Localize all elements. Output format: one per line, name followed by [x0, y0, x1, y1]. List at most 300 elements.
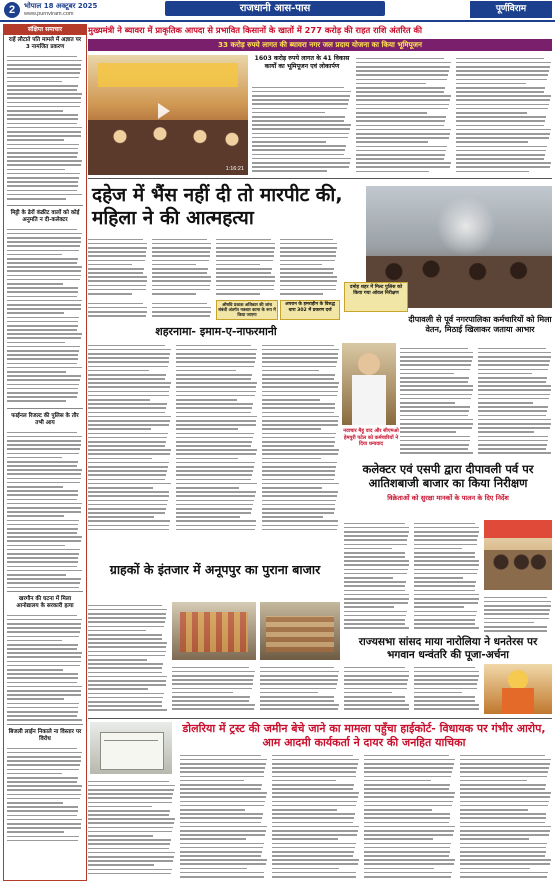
text-line	[88, 479, 165, 481]
text-line	[180, 792, 267, 794]
text-line	[272, 796, 358, 798]
text-line	[460, 855, 545, 857]
logo-bar	[470, 1, 552, 18]
text-line	[7, 545, 65, 547]
dowry-body-col-5	[88, 300, 148, 320]
text-line	[262, 403, 335, 405]
text-line	[460, 767, 549, 769]
text-line	[88, 860, 173, 862]
text-line	[180, 859, 267, 861]
text-line	[176, 512, 251, 514]
text-line	[7, 478, 81, 480]
text-line	[414, 527, 479, 529]
text-line	[88, 366, 168, 368]
text-line	[344, 569, 408, 571]
text-line	[7, 794, 81, 796]
text-line	[7, 448, 80, 450]
text-line	[7, 375, 81, 377]
text-line	[88, 437, 167, 439]
text-line	[414, 564, 479, 566]
text-line	[478, 381, 546, 383]
text-line	[7, 72, 80, 74]
text-line	[216, 260, 273, 262]
text-line	[7, 64, 81, 66]
text-line	[414, 523, 475, 525]
text-line	[88, 407, 166, 409]
text-line	[88, 672, 162, 674]
text-line	[152, 268, 208, 270]
text-line	[260, 700, 334, 702]
text-line	[88, 395, 169, 397]
text-line	[344, 615, 406, 617]
text-line	[7, 686, 82, 688]
text-line	[344, 602, 408, 604]
text-line	[272, 755, 353, 757]
text-line	[180, 767, 265, 769]
text-line	[7, 673, 78, 675]
text-line	[272, 809, 337, 811]
text-line	[172, 704, 255, 706]
text-line	[344, 573, 407, 575]
text-line	[344, 523, 405, 525]
text-line	[88, 525, 169, 527]
text-line	[252, 120, 344, 122]
text-line	[344, 606, 394, 608]
text-line	[460, 771, 548, 773]
text-line	[364, 796, 454, 798]
text-line	[88, 822, 174, 824]
play-icon[interactable]	[158, 103, 170, 119]
text-line	[344, 560, 409, 562]
video-timestamp: 1:16:21	[225, 166, 244, 172]
text-line	[152, 276, 211, 278]
text-line	[7, 283, 63, 285]
text-line	[7, 540, 81, 542]
land-body-col-3	[272, 752, 360, 878]
text-line	[176, 361, 255, 363]
text-line	[7, 173, 80, 175]
diwali-photo	[342, 343, 396, 425]
text-line	[272, 801, 357, 803]
text-line	[7, 102, 81, 104]
text-line	[7, 279, 80, 281]
text-line	[478, 398, 549, 400]
text-line	[88, 789, 174, 791]
text-line	[262, 495, 337, 497]
text-line	[180, 784, 262, 786]
text-line	[88, 655, 165, 657]
lead-body-col-3	[456, 55, 552, 176]
text-line	[262, 428, 321, 430]
text-line	[272, 834, 357, 836]
text-line	[252, 166, 349, 168]
text-line	[216, 276, 275, 278]
text-line	[176, 370, 236, 372]
stall-canopy	[484, 520, 552, 538]
text-line	[344, 683, 407, 685]
text-line	[252, 149, 345, 151]
text-line	[262, 391, 338, 393]
text-line	[262, 470, 335, 472]
land-headline: डोलरिया में ट्रस्ट की जमीन बेचे जाने का मामला पहुँचा हाईकोर्ट- विधायक पर गंभीर आरोप, आम आदमी कार्यकर्ता ने दायर की जनहित याचिका	[182, 722, 546, 749]
section-title: राजधानी आस-पास	[239, 3, 311, 14]
text-line	[7, 819, 82, 821]
text-line	[7, 520, 79, 522]
text-line	[484, 605, 551, 607]
text-line	[7, 528, 78, 530]
text-line	[176, 366, 254, 368]
text-line	[7, 827, 81, 829]
text-line	[262, 500, 336, 502]
text-line	[88, 663, 163, 665]
text-line	[478, 427, 550, 429]
text-line	[344, 627, 409, 629]
text-line	[88, 412, 165, 414]
text-line	[7, 337, 81, 339]
text-line	[460, 851, 546, 853]
text-line	[400, 452, 473, 454]
dowry-body-col-1	[88, 236, 148, 298]
text-line	[7, 553, 79, 555]
text-line	[176, 445, 251, 447]
text-line	[7, 275, 81, 277]
text-line	[280, 272, 333, 274]
text-line	[460, 822, 545, 824]
text-line	[364, 767, 453, 769]
text-line	[400, 373, 454, 375]
text-line	[356, 79, 447, 81]
text-line	[262, 378, 334, 380]
text-line	[414, 619, 475, 621]
lead-subheadline: 33 करोड़ रुपये लागत की ब्यावरा नगर जल प्रदाय योजना का किया भूमिपूजन	[218, 40, 422, 49]
text-line	[88, 293, 132, 295]
text-line	[7, 836, 79, 838]
festival-headline: शहरनामा- इमाम-ए-नाफरमानी	[155, 325, 277, 338]
text-line	[88, 239, 143, 241]
text-line	[7, 400, 66, 402]
text-line	[456, 162, 551, 164]
text-line	[7, 329, 77, 331]
text-line	[400, 440, 470, 442]
text-line	[344, 564, 409, 566]
text-line	[252, 141, 326, 143]
text-line	[88, 873, 171, 875]
text-line	[88, 839, 171, 841]
text-line	[7, 503, 82, 505]
festival-body-col-3	[262, 342, 340, 532]
text-line	[88, 445, 165, 447]
text-line	[88, 697, 163, 699]
text-line	[262, 491, 338, 493]
text-line	[7, 499, 77, 501]
text-line	[262, 412, 334, 414]
text-line	[414, 611, 477, 613]
text-line	[364, 805, 452, 807]
text-line	[176, 520, 256, 522]
text-line	[456, 150, 546, 152]
text-line	[7, 325, 78, 327]
text-line	[88, 810, 170, 812]
text-line	[7, 457, 62, 459]
text-line	[400, 402, 455, 404]
text-line	[460, 863, 550, 865]
text-line	[180, 872, 264, 874]
text-line	[364, 776, 451, 778]
text-line	[484, 601, 551, 603]
text-line	[88, 315, 146, 317]
text-line	[400, 431, 456, 433]
text-line	[414, 535, 478, 537]
text-line	[176, 466, 254, 468]
sidebar-title-bar	[4, 25, 86, 35]
text-line	[7, 177, 79, 179]
text-line	[414, 560, 479, 562]
text-line	[252, 108, 347, 110]
text-line	[88, 462, 169, 464]
mp-body-col-1	[344, 664, 410, 714]
lead-video-frame[interactable]	[88, 55, 248, 175]
text-line	[262, 487, 322, 489]
text-line	[484, 618, 549, 620]
text-line	[344, 539, 407, 541]
text-line	[88, 651, 166, 653]
text-line	[478, 377, 547, 379]
text-line	[176, 479, 251, 481]
text-line	[252, 103, 348, 105]
text-line	[456, 137, 549, 139]
text-line	[260, 692, 318, 694]
text-line	[88, 311, 147, 313]
header-website[interactable]: www.purnviram.com	[24, 11, 74, 17]
text-line	[88, 466, 168, 468]
text-line	[180, 780, 244, 782]
text-line	[88, 814, 169, 816]
text-line	[7, 440, 81, 442]
text-line	[7, 789, 81, 791]
text-line	[180, 868, 247, 870]
text-line	[478, 360, 550, 362]
text-line	[456, 154, 545, 156]
text-line	[460, 759, 551, 761]
text-line	[7, 698, 64, 700]
text-line	[152, 264, 196, 266]
text-line	[7, 379, 80, 381]
text-line	[400, 406, 470, 408]
market-body-col-3	[484, 594, 552, 634]
text-line	[176, 529, 255, 531]
text-line	[356, 108, 448, 110]
text-line	[272, 859, 359, 861]
text-line	[88, 667, 162, 669]
text-line	[176, 407, 252, 409]
text-line	[7, 677, 78, 679]
text-line	[262, 437, 335, 439]
text-line	[88, 802, 172, 804]
text-line	[180, 776, 264, 778]
text-line	[272, 763, 358, 765]
text-line	[7, 694, 81, 696]
text-line	[7, 363, 77, 365]
text-line	[400, 394, 472, 396]
text-line	[414, 623, 475, 625]
text-line	[7, 233, 82, 235]
text-line	[460, 776, 547, 778]
text-line	[216, 251, 274, 253]
text-line	[7, 669, 63, 671]
text-line	[280, 289, 336, 291]
text-line	[88, 349, 171, 351]
text-line	[400, 385, 473, 387]
text-line	[356, 158, 444, 160]
text-line	[272, 813, 355, 815]
text-line	[252, 112, 325, 114]
text-line	[456, 87, 545, 89]
text-line	[180, 838, 246, 840]
text-line	[344, 552, 405, 554]
text-line	[280, 280, 337, 282]
sidebar-headline-2: मिट्टी के ढेरों कंक्रीट वालों को कोई अनुमति न दी-कलेक्टर	[10, 210, 80, 223]
text-line	[344, 696, 405, 698]
text-line	[152, 315, 210, 317]
text-line	[7, 68, 81, 70]
text-line	[172, 692, 233, 694]
text-line	[262, 370, 319, 372]
text-line	[180, 863, 266, 865]
text-line	[414, 598, 479, 600]
text-line	[7, 358, 78, 360]
text-line	[364, 855, 449, 857]
text-line	[180, 855, 261, 857]
anuppur-body-col-3	[260, 664, 340, 714]
text-line	[414, 606, 464, 608]
text-line	[7, 245, 80, 247]
lead-body-col-1	[252, 84, 352, 176]
diwali-headline: दीपावली से पूर्व नगरपालिका कर्मचारियों को मिला वेतन, मिठाई खिलाकर जताया आभार	[408, 315, 552, 334]
text-line	[460, 843, 547, 845]
text-line	[344, 556, 405, 558]
text-line	[400, 348, 468, 350]
text-line	[262, 449, 339, 451]
text-line	[7, 648, 77, 650]
text-line	[7, 135, 81, 137]
text-line	[356, 150, 446, 152]
text-line	[88, 449, 171, 451]
text-line	[414, 594, 479, 596]
text-line	[460, 826, 551, 828]
text-line	[7, 152, 78, 154]
text-line	[414, 544, 477, 546]
text-line	[280, 239, 333, 241]
text-line	[356, 129, 451, 131]
text-line	[176, 403, 253, 405]
text-line	[262, 529, 337, 531]
text-line	[414, 704, 479, 706]
text-line	[344, 577, 393, 579]
text-line	[344, 675, 409, 677]
text-line	[88, 630, 146, 632]
text-line	[252, 162, 350, 164]
text-line	[272, 826, 359, 828]
text-line	[478, 364, 549, 366]
text-line	[344, 544, 407, 546]
text-line	[356, 146, 447, 148]
text-line	[272, 843, 356, 845]
text-line	[460, 763, 550, 765]
text-line	[356, 70, 449, 72]
text-line	[7, 291, 78, 293]
dowry-box-1	[280, 300, 340, 320]
text-line	[364, 771, 452, 773]
text-line	[88, 361, 169, 363]
text-line	[7, 237, 81, 239]
text-line	[364, 859, 455, 861]
text-line	[88, 474, 166, 476]
text-line	[180, 847, 263, 849]
text-line	[344, 688, 407, 690]
text-line	[356, 120, 445, 122]
text-line	[180, 788, 261, 790]
text-line	[176, 412, 251, 414]
text-line	[152, 255, 210, 257]
text-line	[262, 466, 336, 468]
mp-body-col-2	[414, 664, 480, 714]
text-line	[356, 95, 451, 97]
text-line	[262, 483, 339, 485]
text-line	[88, 609, 167, 611]
text-line	[364, 863, 454, 865]
text-line	[88, 508, 166, 510]
text-line	[216, 255, 274, 257]
text-line	[478, 389, 551, 391]
text-line	[262, 424, 338, 426]
text-line	[400, 360, 472, 362]
text-line	[262, 416, 339, 418]
text-line	[88, 483, 171, 485]
text-line	[456, 158, 544, 160]
text-line	[7, 388, 78, 390]
text-line	[356, 141, 428, 143]
text-line	[344, 611, 407, 613]
text-line	[88, 693, 164, 695]
text-line	[460, 838, 529, 840]
text-line	[356, 162, 451, 164]
text-line	[7, 110, 63, 112]
text-line	[262, 407, 335, 409]
text-line	[456, 83, 526, 85]
text-line	[456, 125, 544, 127]
text-line	[478, 373, 532, 375]
text-line	[180, 763, 266, 765]
text-line	[460, 796, 550, 798]
text-line	[280, 285, 336, 287]
text-line	[88, 264, 132, 266]
text-line	[88, 303, 143, 305]
text-line	[400, 364, 471, 366]
text-line	[7, 623, 81, 625]
text-line	[180, 843, 264, 845]
lead-caption: 1603 करोड़ रुपये लागत के 41 विकास कार्यों का भूमिपूजन एवं लोकार्पण	[254, 55, 350, 70]
text-line	[176, 386, 256, 388]
text-line	[460, 847, 546, 849]
text-line	[344, 527, 409, 529]
text-line	[252, 133, 349, 135]
text-line	[7, 56, 77, 58]
text-line	[400, 415, 468, 417]
text-line	[456, 108, 548, 110]
text-line	[460, 813, 546, 815]
text-line	[7, 549, 80, 551]
lead-subheadline-bar	[88, 39, 552, 51]
